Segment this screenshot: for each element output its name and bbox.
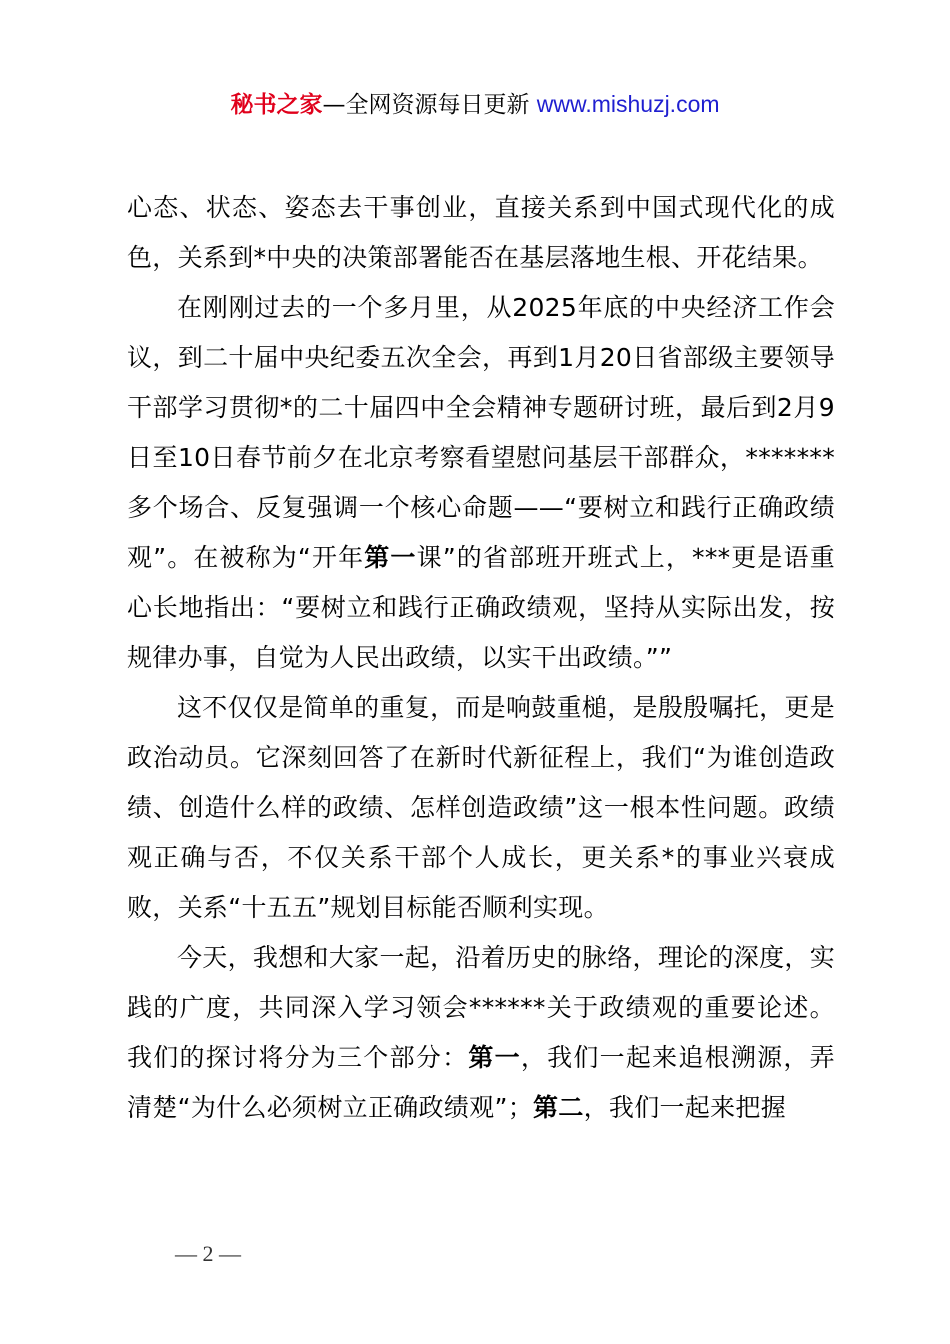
paragraph-2	[127, 283, 835, 683]
page-number: — 2 —	[175, 1241, 241, 1266]
paragraph-2-text: 在刚刚过去的一个多月里，从2025年底的中央经济工作会议，到二十届中央纪委五次全会，再到1月20日省部级主要领导干部学习贯彻*的二十届四中全会精神专题研讨班，最后到2月9日至10日春节前夕在北京考察看望慰问基层干部群众，*******多个场合、反复强调一个核心命题——“要树立和践行正确政绩观”。在被称为“开年	[127, 293, 835, 572]
paragraph-2-bold: 第一	[364, 543, 417, 572]
paragraph-4-bold-first: 第一	[468, 1043, 521, 1072]
paragraph-2-tail: 课”的省部班开班式上，***更是语重心长地指出：“要树立和践行正确政绩观，坚持从实际出发，按规律办事，自觉为人民出政绩，以实干出政绩。””	[127, 543, 836, 672]
paragraph-1: 心态、状态、姿态去干事创业，直接关系到中国式现代化的成色，关系到*中央的决策部署能否在基层落地生根、开花结果。	[127, 193, 835, 272]
paragraph-4-mid: ，我们一起来追根溯源，弄清楚“为什么必须树立正确政绩观”；	[127, 1043, 835, 1122]
header-tagline: —全网资源每日更新	[322, 92, 537, 118]
paragraph-4-head: 今天，我想和大家一起，沿着历史的脉络，理论的深度，实践的广度，共同深入学习领会******关于政绩观的重要论述。我们的探讨将分为三个部分：	[127, 943, 835, 1072]
paragraph-4-bold-second: 第二	[533, 1093, 584, 1122]
document-body	[127, 183, 835, 1133]
brand-name: 秘书之家	[230, 92, 323, 118]
site-url-link[interactable]: www.mishuzj.com	[536, 91, 720, 117]
paragraph-3: 这不仅仅是简单的重复，而是响鼓重槌，是殷殷嘱托，更是政治动员。它深刻回答了在新时代新征程上，我们“为谁创造政绩、创造什么样的政绩、怎样创造政绩”这一根本性问题。政绩观正确与否，不仅关系干部个人成长，更关系*的事业兴衰成败，关系“十五五”规划目标能否顺利实现。	[127, 693, 835, 922]
paragraph-4	[127, 933, 835, 1133]
site-header	[0, 86, 950, 123]
paragraph-4-tail: ，我们一起来把握	[583, 1093, 787, 1122]
